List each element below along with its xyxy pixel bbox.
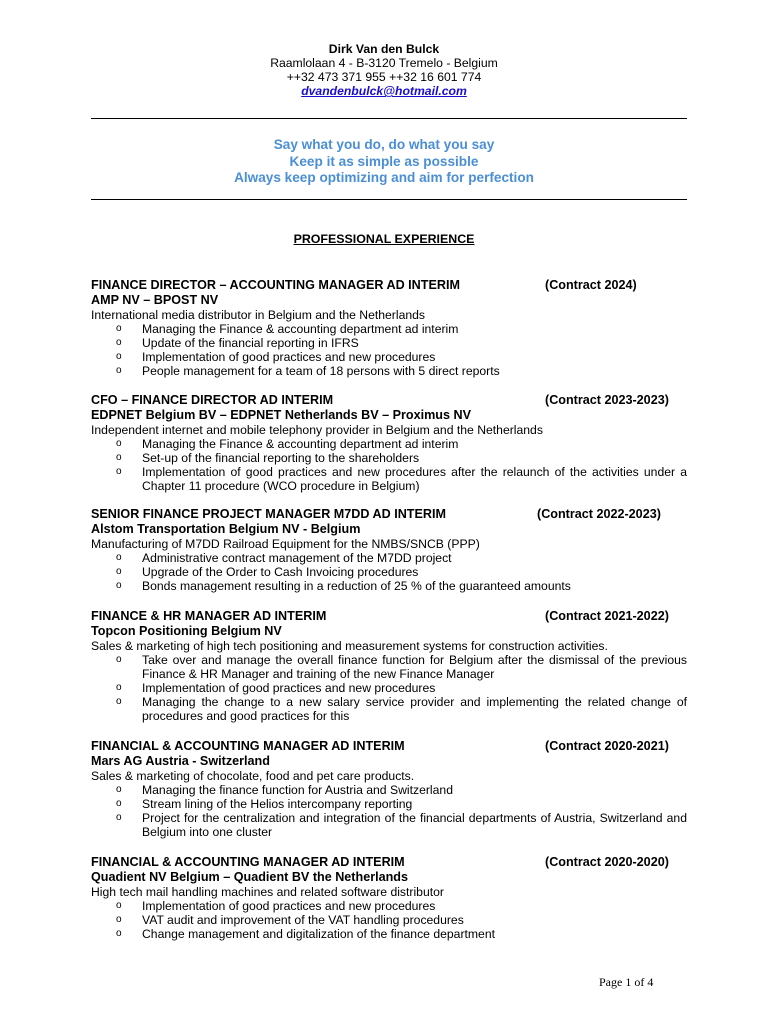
motto-divider	[91, 199, 687, 200]
company-description: International media distributor in Belgium and the Netherlands	[91, 308, 425, 322]
responsibility-list	[91, 437, 687, 493]
job-entry	[91, 855, 687, 941]
company-description: High tech mail handling machines and related software distributor	[91, 885, 444, 899]
job-entry	[91, 507, 687, 593]
bullet-icon: o	[116, 914, 122, 925]
contract-period: (Contract 2020-2020)	[545, 855, 669, 869]
candidate-name: Dirk Van den Bulck	[328, 42, 440, 56]
company-description: Sales & marketing of chocolate, food and pet care products.	[91, 769, 415, 783]
list-item: o Bonds management resulting in a reduction of 25 % of the guaranteed amounts	[116, 579, 571, 593]
header-divider	[91, 118, 687, 119]
list-item: o Change management and digitalization of the finance department	[116, 927, 495, 941]
list-item: o Project for the centralization and integration of the financial departments of Austria, Switzerland and Belgium into one cluster	[116, 811, 687, 839]
job-entry	[91, 393, 687, 493]
job-title: CFO – FINANCE DIRECTOR AD INTERIM	[91, 393, 334, 407]
company-description: Manufacturing of M7DD Railroad Equipment for the NMBS/SNCB (PPP)	[91, 537, 480, 551]
company-name: Alstom Transportation Belgium NV - Belgium	[91, 522, 361, 536]
job-header	[91, 278, 687, 293]
job-title: FINANCE & HR MANAGER AD INTERIM	[91, 609, 327, 623]
job-title: SENIOR FINANCE PROJECT MANAGER M7DD AD INTERIM	[91, 507, 446, 521]
list-item: o Managing the change to a new salary service provider and implementing the related change of procedures and good practices for this	[116, 695, 687, 723]
bullet-icon: o	[116, 466, 122, 477]
list-item: o VAT audit and improvement of the VAT handling procedures	[116, 913, 464, 927]
motto-line: Keep it as simple as possible	[289, 153, 479, 169]
list-item: o Stream lining of the Helios intercompany reporting	[116, 797, 413, 811]
job-title: FINANCIAL & ACCOUNTING MANAGER AD INTERIM	[91, 855, 405, 869]
responsibility-list	[91, 783, 687, 839]
bullet-icon: o	[116, 812, 122, 823]
list-item: o People management for a team of 18 persons with 5 direct reports	[116, 364, 500, 378]
motto-line: Say what you do, do what you say	[273, 137, 495, 152]
job-entry	[91, 609, 687, 723]
bullet-icon: o	[116, 654, 122, 665]
list-item: o Implementation of good practices and new procedures after the relaunch of the activities under a Chapter 11 procedure (WCO procedure in Belgium)	[116, 465, 687, 493]
job-entry	[91, 739, 687, 839]
motto	[0, 137, 768, 187]
bullet-icon: o	[116, 552, 122, 563]
job-title: FINANCIAL & ACCOUNTING MANAGER AD INTERIM	[91, 739, 405, 753]
job-header	[91, 393, 687, 408]
company-name: Quadient NV Belgium – Quadient BV the Netherlands	[91, 870, 408, 884]
list-item: o Managing the finance function for Austria and Switzerland	[116, 783, 453, 797]
bullet-icon: o	[116, 351, 122, 362]
contract-period: (Contract 2023-2023)	[545, 393, 669, 407]
bullet-icon: o	[116, 452, 122, 463]
job-header	[91, 609, 687, 624]
bullet-icon: o	[116, 566, 122, 577]
list-item: o Managing the Finance & accounting department ad interim	[116, 437, 459, 451]
contract-period: (Contract 2022-2023)	[537, 507, 661, 521]
job-header	[91, 739, 687, 754]
motto-line: Always keep optimizing and aim for perfection	[234, 170, 534, 185]
bullet-icon: o	[116, 438, 122, 449]
list-item: o Implementation of good practices and new procedures	[116, 899, 436, 913]
bullet-icon: o	[116, 696, 122, 707]
list-item: o Managing the Finance & accounting department ad interim	[116, 322, 459, 336]
bullet-icon: o	[116, 323, 122, 334]
page-number: Page 1 of 4	[599, 975, 654, 989]
responsibility-list	[91, 322, 687, 378]
list-item: o Take over and manage the overall finance function for Belgium after the dismissal of the previous Finance & HR Manager and training of the new Finance Manager	[116, 653, 687, 681]
job-title: FINANCE DIRECTOR – ACCOUNTING MANAGER AD INTERIM	[91, 278, 460, 292]
job-header	[91, 507, 687, 522]
responsibility-list	[91, 653, 687, 723]
contract-period: (Contract 2024)	[545, 278, 637, 292]
list-item: o Implementation of good practices and new procedures	[116, 350, 436, 364]
section-title: PROFESSIONAL EXPERIENCE	[293, 232, 475, 246]
phone-numbers: ++32 473 371 955 ++32 16 601 774	[286, 70, 482, 84]
address: Raamlolaan 4 - B-3120 Tremelo - Belgium	[270, 56, 498, 70]
bullet-icon: o	[116, 928, 122, 939]
bullet-icon: o	[116, 900, 122, 911]
bullet-icon: o	[116, 580, 122, 591]
job-entry	[91, 278, 687, 378]
contact-header	[0, 42, 768, 98]
company-name: EDPNET Belgium BV – EDPNET Netherlands BV – Proximus NV	[91, 408, 472, 422]
list-item: o Administrative contract management of the M7DD project	[116, 551, 452, 565]
company-description: Independent internet and mobile telephony provider in Belgium and the Netherlands	[91, 423, 543, 437]
email-link[interactable]: dvandenbulck@hotmail.com	[301, 84, 467, 98]
bullet-icon: o	[116, 337, 122, 348]
bullet-icon: o	[116, 784, 122, 795]
bullet-icon: o	[116, 365, 122, 376]
company-description: Sales & marketing of high tech positioning and measurement systems for construction activities.	[91, 639, 608, 653]
responsibility-list	[91, 899, 687, 941]
list-item: o Upgrade of the Order to Cash Invoicing procedures	[116, 565, 419, 579]
company-name: Mars AG Austria - Switzerland	[91, 754, 270, 768]
list-item: o Update of the financial reporting in IFRS	[116, 336, 359, 350]
bullet-icon: o	[116, 798, 122, 809]
list-item: o Implementation of good practices and new procedures	[116, 681, 436, 695]
contract-period: (Contract 2021-2022)	[545, 609, 669, 623]
bullet-icon: o	[116, 682, 122, 693]
job-header	[91, 855, 687, 870]
contract-period: (Contract 2020-2021)	[545, 739, 669, 753]
company-name: Topcon Positioning Belgium NV	[91, 624, 282, 638]
company-name: AMP NV – BPOST NV	[91, 293, 219, 307]
list-item: o Set-up of the financial reporting to the shareholders	[116, 451, 420, 465]
responsibility-list	[91, 551, 687, 593]
